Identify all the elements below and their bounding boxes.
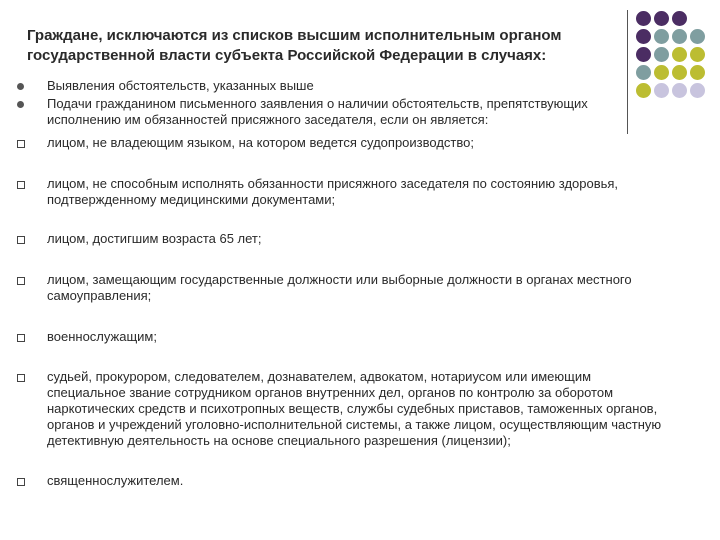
checkbox-square-marker <box>16 139 26 149</box>
list-item-text: Подачи гражданином письменного заявления о наличии обстоятельств, препятствующих исполнению им обязанностей присяжного заседателя, если он является: <box>47 96 588 127</box>
list-item-text: военнослужащим; <box>47 329 157 344</box>
checkbox-square-marker <box>16 373 26 383</box>
dot <box>672 29 687 44</box>
decorative-dot-grid <box>633 11 720 135</box>
dot <box>636 29 651 44</box>
dot <box>654 11 669 26</box>
list-item-text: судьей, прокурором, следователем, дознавателем, адвокатом, нотариусом или имеющим специальное звание сотрудником органов внутренних дел, органов по контролю за оборотом наркотических средств и психотропных веществ, службы судебных приставов, таможенных органов, органов и учреждений уголовно-исполнительной системы, а также лицом, осуществляющим частную детективную деятельность на основе специального разрешения (лицензии); <box>47 369 662 448</box>
bullet-marker <box>16 81 26 91</box>
list-item-text: лицом, достигшим возраста 65 лет; <box>47 231 262 246</box>
list-item-text: Выявления обстоятельств, указанных выше <box>47 78 314 93</box>
dot <box>690 29 705 44</box>
checkbox-square-marker <box>16 180 26 190</box>
checkbox-square-marker <box>16 333 26 343</box>
dot <box>690 47 705 62</box>
dot <box>654 47 669 62</box>
dot <box>690 65 705 80</box>
dot <box>672 47 687 62</box>
dot <box>636 11 651 26</box>
dot <box>636 47 651 62</box>
list-item-text: священнослужителем. <box>47 473 184 488</box>
bullet-marker <box>16 99 26 109</box>
dot <box>672 11 687 26</box>
checkbox-square-marker <box>16 235 26 245</box>
checkbox-square-marker <box>16 477 26 487</box>
dot <box>690 83 705 98</box>
list-item-text: лицом, не способным исполнять обязанности присяжного заседателя по состоянию здоровья, подтвержденному медицинскими документами; <box>47 176 619 207</box>
list-item-text: лицом, не владеющим языком, на котором ведется судопроизводство; <box>47 135 474 150</box>
checkbox-square-marker <box>16 276 26 286</box>
list-item-text: лицом, замещающим государственные должности или выборные должности в органах местного самоуправления; <box>47 272 632 303</box>
dot <box>654 29 669 44</box>
slide-title: Граждане, исключаются из списков высшим исполнительным органом государственной власти субъекта Российской Федерации в случаях: <box>27 27 562 64</box>
